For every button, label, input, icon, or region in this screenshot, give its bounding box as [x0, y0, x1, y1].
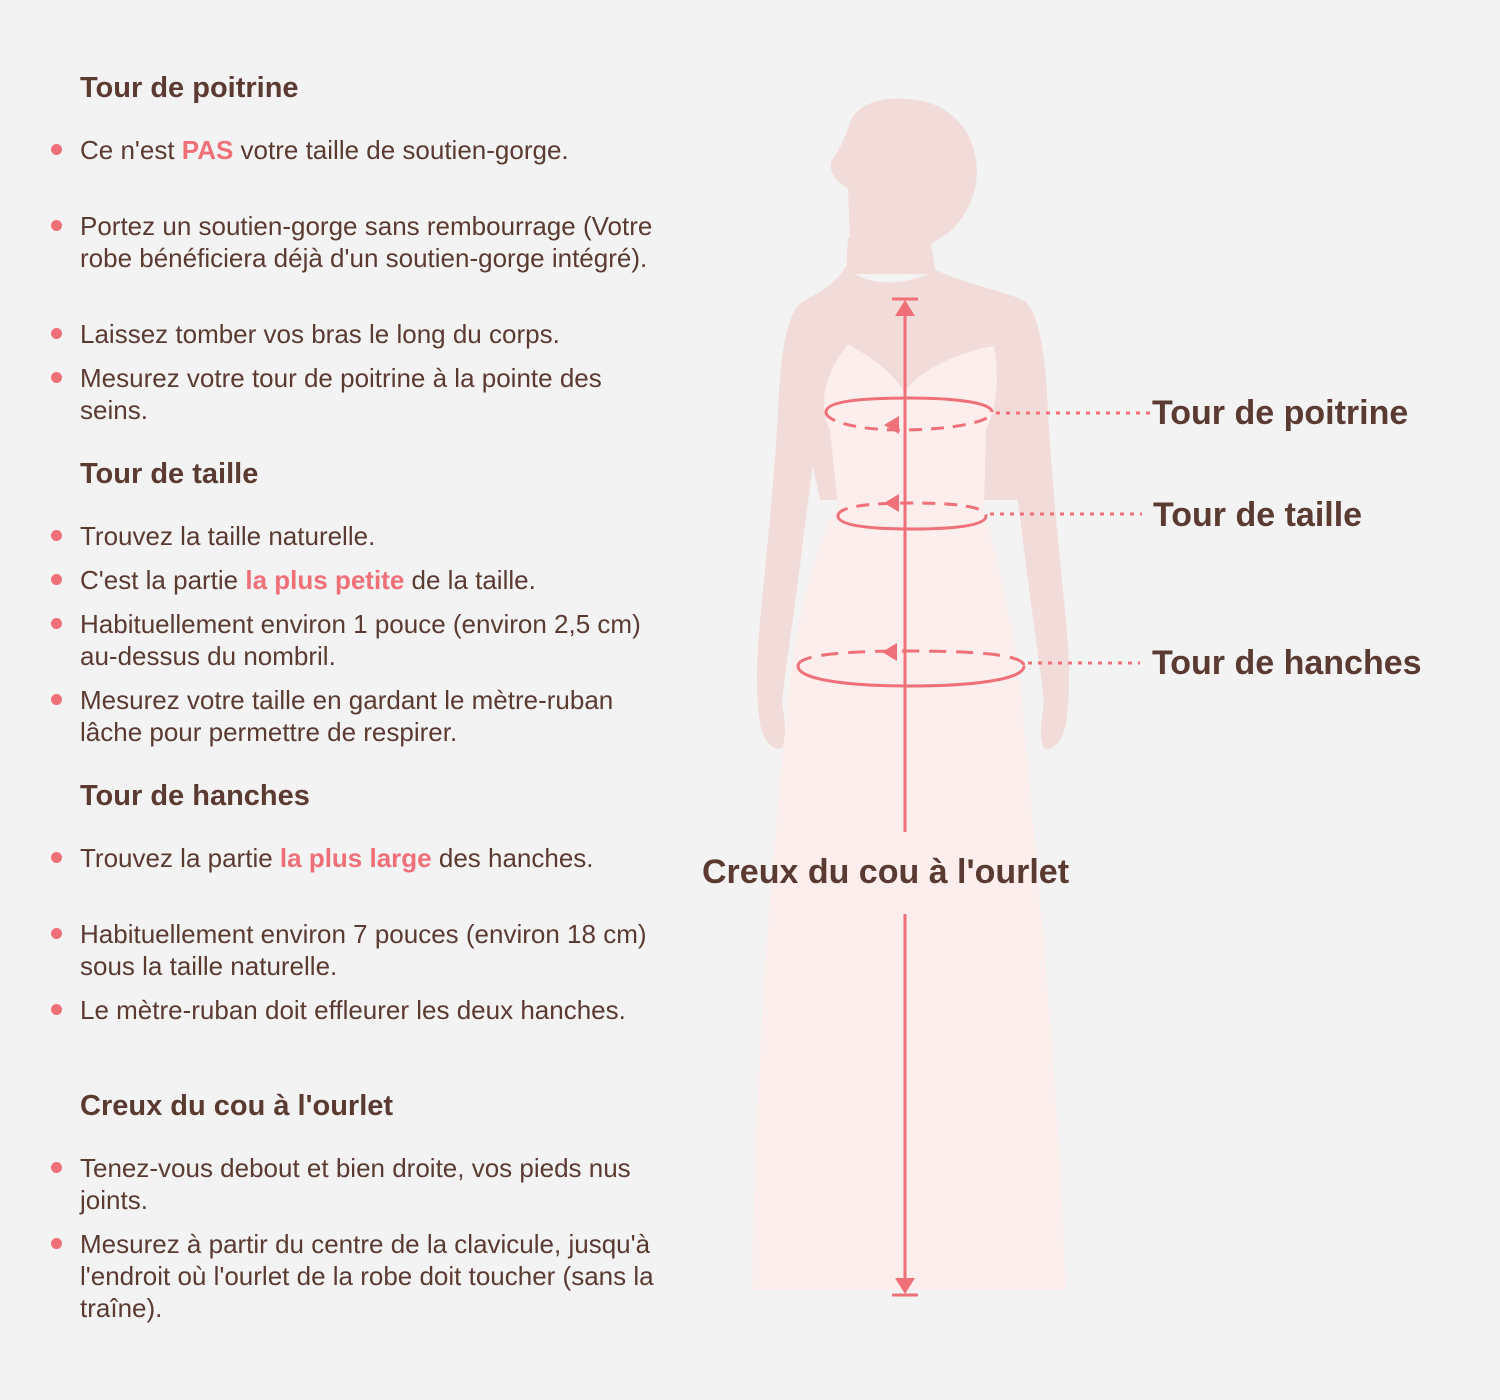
bullet-dot-icon — [51, 574, 62, 585]
bullet-text: Mesurez votre taille en gardant le mètre-ruban lâche pour permettre de respirer. — [80, 685, 614, 747]
bullet-dot-icon — [51, 618, 62, 629]
label-hollow-to-hem: Creux du cou à l'ourlet — [702, 853, 1070, 891]
bullet-item — [80, 362, 670, 426]
bullet-text: Portez un soutien-gorge sans rembourrage (Votre robe bénéficiera déjà d'un soutien-gorge intégré). — [80, 211, 653, 273]
bullet-text: Tenez-vous debout et bien droite, vos pieds nus joints. — [80, 1153, 631, 1215]
bullet-text: Trouvez la partie — [80, 843, 280, 873]
bullet-text: de la taille. — [404, 565, 536, 595]
bullet-dot-icon — [51, 694, 62, 705]
bullet-item — [80, 608, 670, 672]
bullet-text: Habituellement environ 7 pouces (environ 18 cm) sous la taille naturelle. — [80, 919, 647, 981]
bullet-text: Trouvez la taille naturelle. — [80, 521, 376, 551]
bullet-text: Ce n'est — [80, 135, 182, 165]
bullet-dot-icon — [51, 530, 62, 541]
bullet-item — [80, 564, 670, 596]
head-silhouette — [831, 99, 977, 248]
bullet-item — [80, 918, 670, 982]
measurement-figure — [700, 0, 1500, 1400]
bullet-text: des hanches. — [431, 843, 594, 873]
highlight-text: la plus large — [279, 843, 432, 873]
bullet-item — [80, 1152, 670, 1216]
bullet-dot-icon — [51, 852, 62, 863]
bullet-dot-icon — [51, 328, 62, 339]
section-heading-waist: Tour de taille — [80, 458, 259, 490]
bullet-text: Laissez tomber vos bras le long du corps. — [80, 319, 560, 349]
instructions-panel — [0, 0, 700, 1400]
highlight-text: PAS — [181, 135, 234, 165]
bullet-text: Mesurez à partir du centre de la clavicule, jusqu'à l'endroit où l'ourlet de la robe doit toucher (sans la traîne). — [80, 1229, 654, 1323]
bullet-item — [80, 318, 670, 350]
section-heading-bust: Tour de poitrine — [80, 72, 299, 104]
neck-silhouette — [846, 238, 936, 274]
bullet-text: Mesurez votre tour de poitrine à la pointe des seins. — [80, 363, 602, 425]
section-heading-hollow-to-hem: Creux du cou à l'ourlet — [80, 1090, 394, 1122]
label-hips: Tour de hanches — [1152, 644, 1422, 682]
bullet-dot-icon — [51, 928, 62, 939]
bullet-dot-icon — [51, 220, 62, 231]
bullet-item — [80, 134, 670, 166]
bullet-text: C'est la partie — [80, 565, 246, 595]
woman-silhouette — [752, 99, 1069, 1290]
bullet-item — [80, 842, 670, 874]
bullet-item — [80, 520, 670, 552]
bullet-item — [80, 684, 670, 748]
bullet-text: Habituellement environ 1 pouce (environ 2,5 cm) au-dessus du nombril. — [80, 609, 641, 671]
bullet-item — [80, 1228, 670, 1324]
bullet-item — [80, 210, 670, 274]
label-waist: Tour de taille — [1153, 496, 1363, 534]
section-heading-hips: Tour de hanches — [80, 780, 310, 812]
bullet-dot-icon — [51, 1004, 62, 1015]
silhouette-illustration — [700, 0, 1500, 1400]
bullet-dot-icon — [51, 144, 62, 155]
label-bust: Tour de poitrine — [1152, 394, 1409, 432]
highlight-text: la plus petite — [245, 565, 405, 595]
bullet-dot-icon — [51, 372, 62, 383]
bullet-text: votre taille de soutien-gorge. — [233, 135, 569, 165]
bullet-dot-icon — [51, 1162, 62, 1173]
bullet-text: Le mètre-ruban doit effleurer les deux hanches. — [80, 995, 626, 1025]
bullet-dot-icon — [51, 1238, 62, 1249]
bullet-item — [80, 994, 670, 1026]
